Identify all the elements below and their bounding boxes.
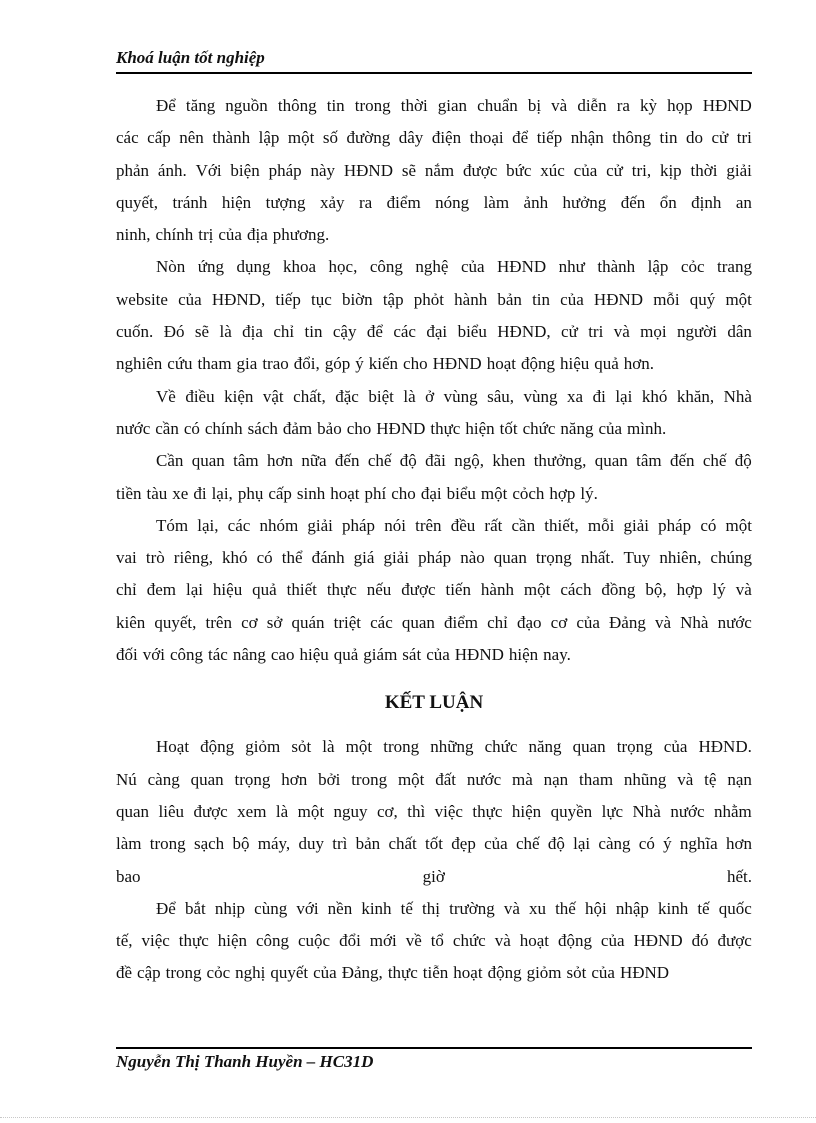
page-edge xyxy=(0,1117,816,1118)
text-line: cuốn. Đó sẽ là địa chỉ tin cậy để các đại biểu HĐND, cử tri và mọi người dân xyxy=(116,322,752,342)
page-header-title: Khoá luận tốt nghiệp xyxy=(116,48,265,67)
text-line: Hoạt động giỏm sỏt là một trong những chức năng quan trọng của HĐND. xyxy=(156,737,752,757)
document-body xyxy=(116,90,752,990)
text-line: quan liêu được xem là một nguy cơ, thì việc thực hiện quyền lực Nhà nước nhằm xyxy=(116,801,752,821)
text-line: ninh, chính trị của địa phương. xyxy=(116,225,330,245)
paragraph xyxy=(116,251,752,380)
text-line: đối với công tác nâng cao hiệu quả giám sát của HĐND hiện nay. xyxy=(116,645,571,665)
text-line: chỉ đem lại hiệu quả thiết thực nếu được tiến hành một cách đồng bộ, hợp lý và xyxy=(116,580,752,600)
text-line: các cấp nên thành lập một số đường dây điện thoại để tiếp nhận thông tin do cử tri xyxy=(116,128,752,148)
solutions-section xyxy=(116,90,752,671)
text-line: Nòn ứng dụng khoa học, công nghệ của HĐND như thành lập cỏc trang xyxy=(156,257,752,277)
text-line: phản ánh. Với biện pháp này HĐND sẽ nắm được bức xúc của cử tri, kịp thời giải xyxy=(116,160,752,180)
page-footer-author: Nguyễn Thị Thanh Huyền – HC31D xyxy=(116,1052,374,1071)
paragraph xyxy=(116,893,752,990)
text-line: Cần quan tâm hơn nữa đến chế độ đãi ngộ, khen thưởng, quan tâm đến chế độ xyxy=(156,451,752,471)
text-line: website của HĐND, tiếp tục biờn tập phỏt hành bản tin của HĐND mỗi quý một xyxy=(116,289,752,309)
conclusion-heading: KẾT LUẬN xyxy=(384,692,484,714)
paragraph xyxy=(116,731,752,892)
text-line: Về điều kiện vật chất, đặc biệt là ở vùng sâu, vùng xa đi lại khó khăn, Nhà xyxy=(156,386,752,406)
text-line: vai trò riêng, khó có thể đánh giá giải pháp nào quan trọng nhất. Tuy nhiên, chúng xyxy=(116,548,752,568)
text-line: kiên quyết, trên cơ sở quán triệt các quan điểm chỉ đạo cơ của Đảng và Nhà nước xyxy=(116,612,752,632)
text-line: nước cần có chính sách đảm bảo cho HĐND thực hiện tốt chức năng của mình. xyxy=(116,418,667,438)
text-line: làm trong sạch bộ máy, duy trì bản chất tốt đẹp của chế độ lại càng có ý nghĩa hơn xyxy=(116,834,752,854)
text-line: tiền tàu xe đi lại, phụ cấp sinh hoạt phí cho đại biểu một cỏch hợp lý. xyxy=(116,483,598,503)
paragraph xyxy=(116,445,752,510)
conclusion-section xyxy=(116,731,752,989)
text-line: Để tăng nguồn thông tin trong thời gian chuẩn bị và diễn ra kỳ họp HĐND xyxy=(156,96,752,115)
text-line: Để bắt nhịp cùng với nền kinh tế thị trường và xu thế hội nhập kinh tế quốc xyxy=(156,898,752,918)
text-line: bao giờ hết. xyxy=(116,866,752,886)
paragraph xyxy=(116,381,752,446)
text-line: đề cập trong cỏc nghị quyết của Đảng, thực tiễn hoạt động giỏm sỏt của HĐND xyxy=(116,963,670,983)
paragraph xyxy=(116,510,752,671)
text-line: quyết, tránh hiện tượng xảy ra điểm nóng làm ảnh hưởng đến ổn định an xyxy=(116,192,752,212)
footer-divider xyxy=(116,1047,752,1049)
header-divider xyxy=(116,72,752,74)
paragraph xyxy=(116,90,752,251)
text-line: nghiên cứu tham gia trao đổi, góp ý kiến cho HĐND hoạt động hiệu quả hơn. xyxy=(116,354,655,374)
text-line: Tóm lại, các nhóm giải pháp nói trên đều rất cần thiết, mỗi giải pháp có một xyxy=(156,515,752,535)
text-line: Nú càng quan trọng hơn bởi trong một đất nước mà nạn tham nhũng và tệ nạn xyxy=(116,769,752,789)
text-line: tế, việc thực hiện công cuộc đổi mới về tổ chức và hoạt động của HĐND đó được xyxy=(116,931,752,951)
